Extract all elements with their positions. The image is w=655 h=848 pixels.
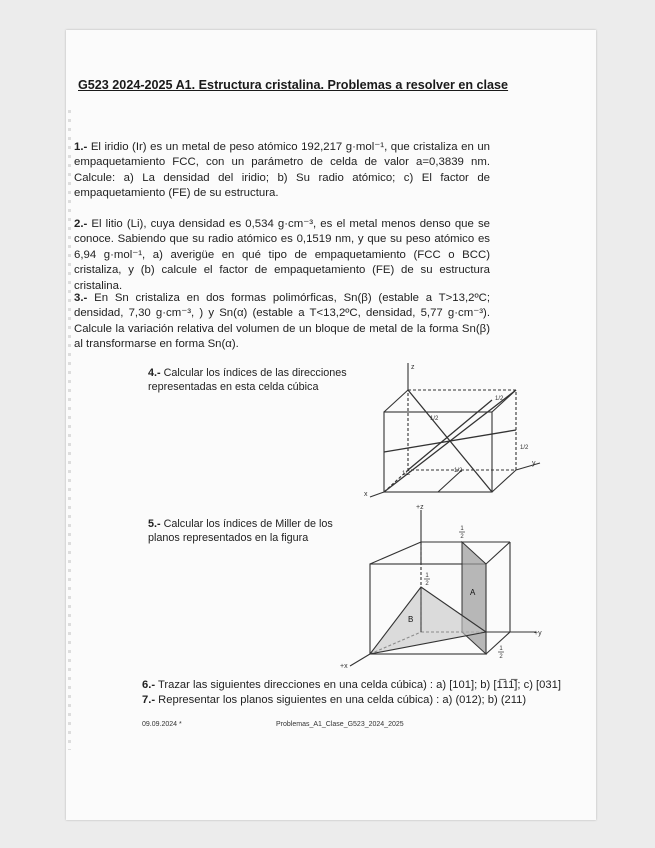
fig5-half-mid-num: 1 <box>425 573 429 579</box>
fig5-half-mid-den: 2 <box>425 581 429 587</box>
fig4-half-label-5: 1/2 <box>454 468 463 474</box>
fig5-half-top-num: 1 <box>460 526 464 532</box>
fig4-half-label-1: 1/2 <box>495 396 504 402</box>
fig5-plane-b-label: B <box>408 615 414 624</box>
problem-4-line-2: representadas en esta celda cúbica <box>148 381 319 393</box>
problem-4-number: 4.- <box>148 367 161 379</box>
page-title: G523 2024-2025 A1. Estructura cristalina. Problemas a resolver en clase <box>78 78 509 92</box>
footer-date: 09.09.2024 * <box>142 721 182 728</box>
fig5-plane-a-label: A <box>470 588 476 597</box>
problem-4 <box>148 366 347 394</box>
figure-5-cubic-cell <box>338 502 552 670</box>
fig5-y-label: +y <box>534 630 542 637</box>
problem-3 <box>74 291 490 353</box>
problem-2 <box>74 217 490 294</box>
problem-7-number: 7.- <box>142 694 156 706</box>
problem-6-text: Trazar las siguientes direcciones en una celda cúbica) : a) [101]; b) [1̅11̅]; c) [031] <box>157 679 561 691</box>
fig4-half-label-4: 1/2 <box>402 471 411 477</box>
problem-3-text: En Sn cristaliza en dos formas polimórficas, Sn(β) (estable a T>13,2ºC; densidad, 7,30 g·cm⁻³, ) y Sn(α) (estable a T<13,2ºC, densidad, 5,77 g·cm⁻³). Calcule la variación relativa del volumen de un bloque de metal de la forma Sn(β) al transformarse en forma Sn(α). <box>74 292 490 351</box>
fig5-half-top-den: 2 <box>460 534 464 540</box>
fig5-z-label: +z <box>416 504 424 511</box>
figure-4-cubic-cell <box>362 360 542 500</box>
problem-7-text: Representar los planos siguientes en una celda cúbica) : a) (012); b) (211) <box>158 694 527 706</box>
fig5-x-label: +x <box>340 663 348 670</box>
problem-6-number: 6.- <box>142 679 156 691</box>
problem-1-number: 1.- <box>74 141 88 153</box>
fig5-half-bottom-den: 2 <box>499 654 503 660</box>
problem-6 <box>142 678 561 693</box>
fig5-half-bottom-num: 1 <box>499 646 503 652</box>
problem-5 <box>148 517 333 545</box>
problem-1-text: El iridio (Ir) es un metal de peso atómico 192,217 g·mol⁻¹, que cristaliza en un empaquetamiento FCC, con un parámetro de celda de valor a=0,3839 nm. Calcule: a) La densidad del iridio; b) Su radio atómico; c) El factor de empaquetamiento (FE) de su estructura. <box>74 141 490 200</box>
footer-filename: Problemas_A1_Clase_G523_2024_2025 <box>276 721 404 728</box>
problem-5-line-2: planos representados en la figura <box>148 532 309 544</box>
plane-A <box>462 542 486 654</box>
fig4-y-label: y <box>532 460 536 467</box>
problem-5-number: 5.- <box>148 518 161 530</box>
fig4-half-label-3: 1/2 <box>520 445 529 451</box>
problem-2-number: 2.- <box>74 218 88 230</box>
problem-2-text: El litio (Li), cuya densidad es 0,534 g·cm⁻³, es el metal menos denso que se conoce. Sabiendo que su radio atómico es 0,1519 nm, y que su peso atómico es 6,94 g·mol⁻¹, a) averigüe en qué tipo de empaquetamiento (FCC o BCC) cristaliza, y (b) calcule el factor de empaquetamiento (FE) de su estructura cristalina. <box>74 218 490 292</box>
fig4-x-label: x <box>364 491 368 498</box>
fig4-z-label: z <box>411 364 415 371</box>
problem-3-number: 3.- <box>74 292 88 304</box>
problem-7 <box>142 693 561 708</box>
scan-edge-marks <box>68 110 71 750</box>
problem-5-line-1: Calcular los índices de Miller de los <box>163 518 333 530</box>
problems-6-7 <box>142 678 561 708</box>
problem-4-line-1: Calcular los índices de las direcciones <box>163 367 347 379</box>
problem-1 <box>74 140 490 202</box>
fig4-half-label-2: 1/2 <box>430 416 439 422</box>
